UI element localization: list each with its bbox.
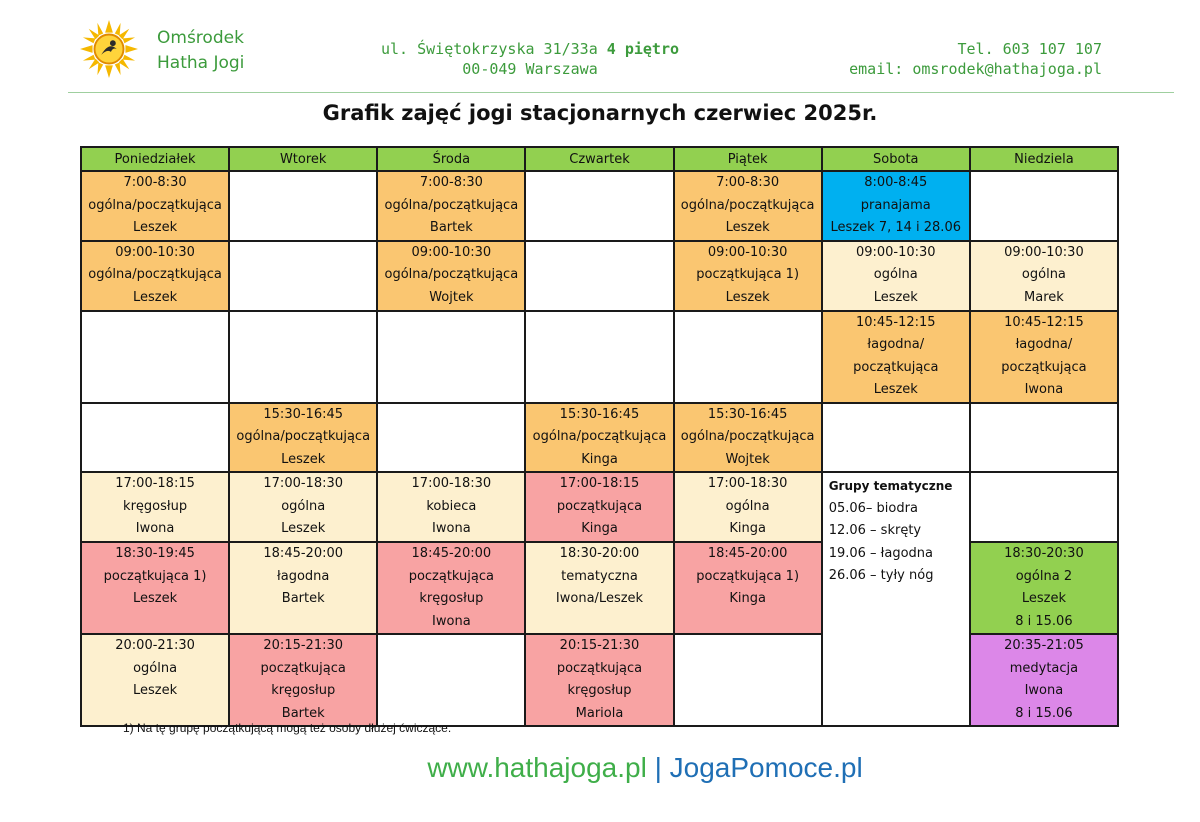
class-cell-line: Kinga (581, 451, 618, 467)
class-cell (377, 241, 525, 311)
class-cell-line: 09:00-10:30 (707, 244, 788, 260)
class-cell-line: Leszek (281, 521, 326, 537)
empty-cell (970, 171, 1118, 241)
table-row (81, 311, 1118, 403)
class-cell (377, 542, 525, 634)
class-cell-line: kręgosłup (271, 683, 336, 698)
empty-cell (81, 403, 229, 473)
class-cell-line: 15:30-16:45 (559, 406, 640, 422)
thematic-groups-cell (822, 472, 970, 726)
class-cell-line: kręgosłup (123, 498, 188, 514)
class-cell-line: łagodna/ (867, 337, 925, 352)
class-cell-line: 18:30-20:30 (1004, 546, 1084, 561)
class-cell-line: początkująca (1001, 359, 1087, 375)
thematic-group-item: 26.06 – tyły nóg (828, 568, 934, 583)
class-cell-line: Leszek 7, 14 i 28.06 (830, 220, 961, 235)
class-cell (822, 311, 970, 403)
class-cell-line: łagodna (277, 568, 330, 584)
class-cell-line: tematyczna (561, 568, 638, 584)
empty-cell (674, 311, 822, 403)
table-row (81, 403, 1118, 473)
floor: 4 piętro (606, 40, 680, 58)
class-cell-line: Leszek (1021, 591, 1066, 606)
class-cell-line: 17:00-18:30 (411, 476, 492, 492)
class-cell-line: Kinga (581, 521, 618, 537)
thematic-group-item: 12.06 – skręty (828, 523, 922, 538)
class-cell-line: 17:00-18:30 (263, 476, 344, 492)
schedule-table (80, 146, 1119, 727)
class-cell (81, 634, 229, 726)
class-cell-line: ogólna/początkująca (384, 267, 519, 283)
class-cell-line: ogólna/początkująca (236, 429, 371, 444)
class-cell-line: 20:35-21:05 (1004, 638, 1084, 653)
class-cell (822, 171, 970, 241)
empty-cell (525, 171, 673, 241)
class-cell-line: pranajama (860, 197, 931, 213)
class-cell-line: ogólna/początkująca (384, 197, 519, 213)
class-cell-line: Iwona (135, 521, 175, 537)
class-cell-line: 18:30-20:00 (559, 546, 640, 561)
class-cell-line: początkująca (408, 568, 494, 584)
class-cell (674, 472, 822, 542)
class-cell-line: początkująca 1) (696, 568, 800, 584)
address-line2: 00-049 Warszawa (462, 60, 598, 78)
org-name-line2: Hatha Jogi (157, 53, 245, 73)
class-cell (822, 241, 970, 311)
day-header: Poniedziałek (81, 147, 229, 171)
class-cell (229, 542, 377, 634)
class-cell-line: ogólna/początkująca (532, 429, 667, 444)
phone: Tel. 603 107 107 (957, 40, 1102, 58)
class-cell-line: początkująca (260, 660, 346, 676)
class-cell-line: 8 i 15.06 (1015, 705, 1073, 721)
class-cell (377, 171, 525, 241)
class-cell-line: Leszek (133, 289, 178, 305)
class-cell-line: Leszek (133, 220, 178, 235)
day-header: Środa (377, 147, 525, 171)
class-cell (970, 634, 1118, 726)
class-cell-line: Wojtek (429, 289, 474, 305)
class-cell-line: ogólna/początkująca (680, 429, 815, 444)
class-cell-line: ogólna 2 (1015, 568, 1073, 584)
thematic-group-item: 19.06 – łagodna (828, 545, 934, 561)
class-cell-line: Bartek (281, 705, 325, 721)
class-cell (970, 542, 1118, 634)
class-cell-line: 09:00-10:30 (411, 244, 492, 260)
day-header: Wtorek (229, 147, 377, 171)
class-cell-line: początkująca 1) (103, 568, 207, 584)
hathajoga-link[interactable]: www.hathajoga.pl (427, 752, 647, 783)
class-cell-line: Wojtek (725, 451, 770, 467)
class-cell-line: ogólna (133, 660, 178, 676)
class-cell-line: Leszek (873, 382, 918, 397)
class-cell-line: 8:00-8:45 (864, 175, 928, 190)
class-cell-line: początkująca 1) (696, 267, 800, 283)
page-title: Grafik zajęć jogi stacjonarnych czerwiec 2025r. (322, 101, 878, 125)
class-cell (674, 171, 822, 241)
class-cell-line: Leszek (281, 451, 326, 467)
class-cell-line: Leszek (873, 289, 918, 305)
empty-cell (377, 403, 525, 473)
class-cell-line: Kinga (729, 521, 766, 537)
class-cell (81, 171, 229, 241)
empty-cell (525, 311, 673, 403)
day-header-row (81, 147, 1118, 171)
class-cell-line: ogólna (873, 267, 918, 283)
class-cell-line: 20:00-21:30 (115, 638, 195, 653)
day-header: Piątek (674, 147, 822, 171)
footer-separator: | (646, 752, 670, 783)
empty-cell (229, 241, 377, 311)
class-cell (525, 634, 673, 726)
jogapomoce-link[interactable]: JogaPomoce.pl (669, 752, 863, 783)
class-cell-line: Marek (1024, 289, 1064, 305)
class-cell-line: początkująca (556, 660, 643, 676)
class-cell-line: 18:45-20:00 (263, 546, 344, 561)
class-cell-line: 17:00-18:30 (707, 476, 788, 492)
address (380, 39, 680, 79)
class-cell-line: ogólna/początkująca (88, 197, 222, 213)
class-cell-line: 18:45-20:00 (707, 546, 788, 561)
class-cell-line: Bartek (429, 220, 473, 235)
class-cell-line: 8 i 15.06 (1015, 613, 1073, 629)
organization-name (157, 26, 244, 76)
class-cell (970, 311, 1118, 403)
class-cell (525, 472, 673, 542)
class-cell-line: 7:00-8:30 (716, 175, 780, 190)
class-cell-line: Iwona (1024, 683, 1064, 698)
class-cell-line: 15:30-16:45 (707, 406, 788, 422)
class-cell-line: początkująca (556, 498, 643, 514)
day-header: Niedziela (970, 147, 1118, 171)
empty-cell (674, 634, 822, 726)
empty-cell (229, 171, 377, 241)
class-cell-line: 20:15-21:30 (263, 638, 344, 653)
class-cell-line: ogólna (1021, 267, 1066, 283)
class-cell-line: Leszek (133, 683, 178, 698)
class-cell-line: ogólna/początkująca (88, 267, 222, 283)
table-row (81, 472, 1118, 542)
email[interactable]: email: omsrodek@hathajoga.pl (849, 60, 1102, 78)
class-cell-line: 15:30-16:45 (263, 406, 344, 422)
class-cell-line: łagodna/ (1015, 337, 1073, 352)
class-cell (229, 403, 377, 473)
empty-cell (377, 634, 525, 726)
class-cell (81, 472, 229, 542)
day-header: Sobota (822, 147, 970, 171)
class-cell-line: 10:45-12:15 (855, 314, 936, 330)
class-cell (81, 241, 229, 311)
table-row (81, 241, 1118, 311)
address-line1 (380, 39, 680, 59)
class-cell (229, 472, 377, 542)
class-cell-line: Iwona (432, 613, 471, 629)
class-cell-line: Kinga (729, 591, 766, 606)
class-cell-line: Iwona (1024, 382, 1064, 397)
thematic-groups-title: Grupy tematyczne (828, 479, 953, 493)
class-cell-line: Bartek (281, 591, 325, 606)
class-cell-line: 18:45-20:00 (411, 546, 492, 561)
class-cell-line: 18:30-19:45 (115, 546, 195, 561)
class-cell-line: Leszek (133, 591, 178, 606)
class-cell (81, 542, 229, 634)
class-cell-line: Iwona (432, 521, 471, 537)
class-cell-line: kręgosłup (419, 591, 484, 606)
class-cell-line: 09:00-10:30 (855, 244, 936, 260)
empty-cell (525, 241, 673, 311)
thematic-group-item: 05.06– biodra (828, 500, 918, 516)
class-cell (674, 542, 822, 634)
class-cell-line: Iwona/Leszek (555, 591, 644, 606)
class-cell (970, 241, 1118, 311)
class-cell-line: początkująca (853, 359, 939, 375)
day-header: Czwartek (525, 147, 673, 171)
class-cell (377, 472, 525, 542)
class-cell-line: 09:00-10:30 (115, 244, 195, 260)
class-cell-line: 09:00-10:30 (1004, 244, 1084, 260)
class-cell (674, 241, 822, 311)
class-cell-line: kręgosłup (567, 683, 632, 698)
empty-cell (229, 311, 377, 403)
contact-info (849, 39, 1102, 79)
class-cell (525, 403, 673, 473)
street: ul. Świętokrzyska 31/33a (380, 40, 607, 58)
sun-logo-icon (80, 20, 138, 78)
class-cell-line: 17:00-18:15 (559, 476, 640, 492)
footer-links (0, 752, 1200, 784)
empty-cell (970, 403, 1118, 473)
class-cell (229, 634, 377, 726)
header-divider (68, 92, 1174, 93)
class-cell (674, 403, 822, 473)
class-cell (525, 542, 673, 634)
class-cell-line: 17:00-18:15 (115, 476, 195, 492)
class-cell-line: ogólna (725, 498, 770, 514)
class-cell-line: 7:00-8:30 (419, 175, 483, 190)
empty-cell (377, 311, 525, 403)
class-cell-line: ogólna/początkująca (680, 197, 815, 213)
class-cell-line: 10:45-12:15 (1004, 314, 1084, 330)
org-name-line1: Omśrodek (157, 28, 244, 48)
table-row (81, 171, 1118, 241)
class-cell-line: Mariola (575, 705, 624, 721)
class-cell-line: Leszek (725, 289, 770, 305)
empty-cell (970, 472, 1118, 542)
class-cell-line: 7:00-8:30 (123, 175, 187, 190)
class-cell-line: 20:15-21:30 (559, 638, 640, 653)
class-cell-line: kobieca (426, 498, 477, 514)
class-cell-line: Leszek (725, 220, 770, 235)
class-cell-line: medytacja (1009, 660, 1079, 676)
empty-cell (822, 403, 970, 473)
footnote: 1) Na tę grupę początkującą mogą też osoby dłużej ćwiczące. (123, 721, 452, 735)
class-cell-line: ogólna (281, 498, 326, 514)
empty-cell (81, 311, 229, 403)
